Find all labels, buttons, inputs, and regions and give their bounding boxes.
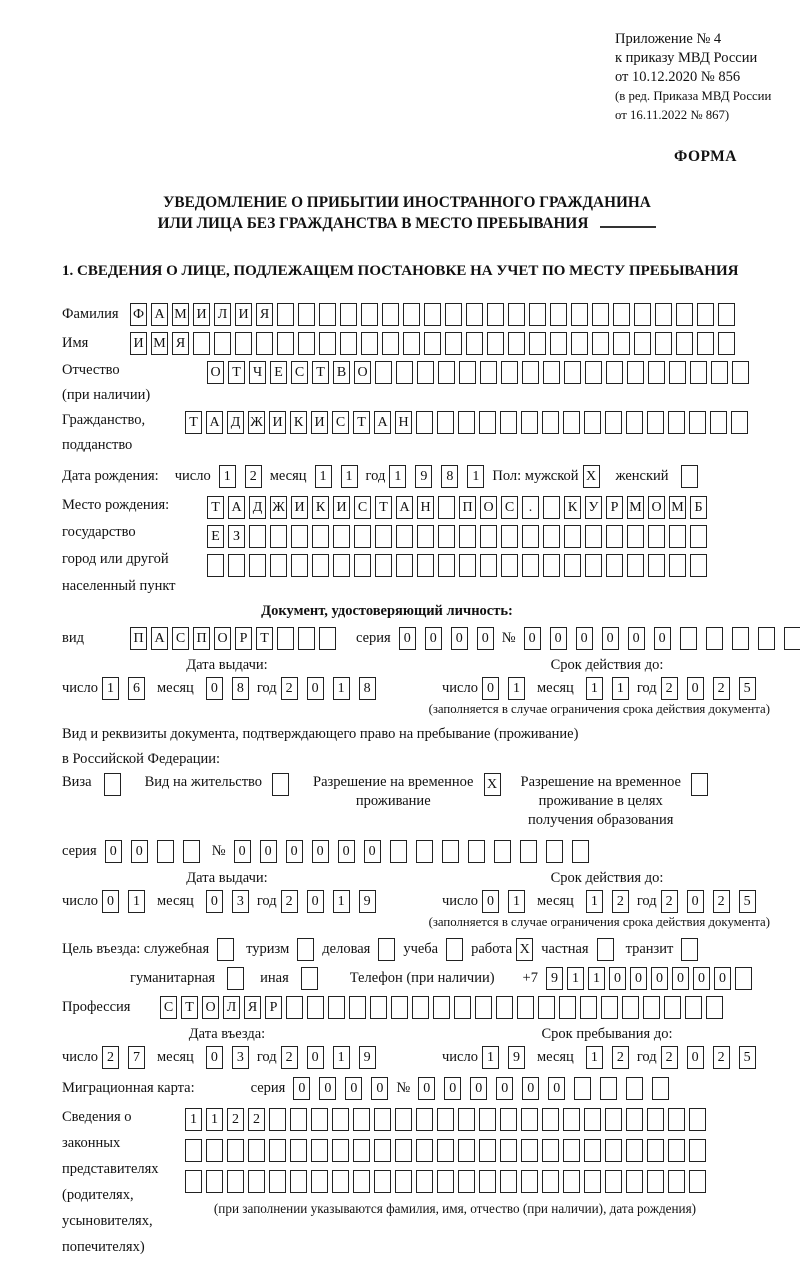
validity-note: (заполняется в случае ограничения срока действия документа) xyxy=(428,915,770,929)
appendix-line: к приказу МВД России xyxy=(615,50,758,66)
appendix-block xyxy=(615,30,800,125)
stay-year-cells: 2 0 2 5 xyxy=(661,1046,756,1069)
doc-valid-group xyxy=(442,656,772,700)
month-label: месяц xyxy=(536,680,574,696)
birth-place-label: Место рождения: xyxy=(62,497,170,513)
legal-reps-block xyxy=(62,1108,772,1257)
birth-place-block xyxy=(62,496,772,596)
residence-doc-checkboxes xyxy=(62,773,772,830)
name-cells: И М Я xyxy=(130,332,739,355)
purpose-study-checkbox xyxy=(446,938,467,961)
temp-residence-item xyxy=(313,773,504,811)
migcard-number-cells: 0 0 0 0 0 0 xyxy=(418,1077,669,1100)
profession-row xyxy=(62,996,772,1019)
residence-permit-checkbox xyxy=(262,773,293,796)
day-label: число xyxy=(442,893,478,909)
surname-cells: Ф А М И Л И Я xyxy=(130,303,739,326)
migration-card-label: Миграционная карта: xyxy=(62,1080,195,1096)
legal-reps-label-line: (родителях, xyxy=(62,1187,134,1203)
identity-doc-header: Документ, удостоверяющий личность: xyxy=(261,603,513,619)
visa-checkbox xyxy=(94,773,125,796)
purpose-official-checkbox xyxy=(217,938,238,961)
legal-reps-note: (при заполнении указываются фамилия, имя, отчество (при наличии), дата рождения) xyxy=(213,1201,697,1216)
year-label: год xyxy=(256,893,277,909)
residence-issue-group xyxy=(62,869,442,913)
citizenship-label-line: подданство xyxy=(62,437,133,453)
temp-residence-edu-label-line: проживание в целях xyxy=(538,793,663,809)
entry-month-cells: 0 3 xyxy=(206,1046,249,1069)
stay-until-heading: Срок пребывания до: xyxy=(541,1026,673,1042)
validity-note: (заполняется в случае ограничения срока действия документа) xyxy=(428,702,770,716)
doc-kind-cells: П А С П О Р Т xyxy=(130,627,340,650)
stay-until-group xyxy=(442,1025,772,1069)
day-label: число xyxy=(174,468,211,484)
purpose-private-checkbox xyxy=(597,938,618,961)
temp-residence-label-line: Разрешение на временное xyxy=(313,774,474,790)
visa-item xyxy=(62,773,125,796)
legal-reps-cells-row2 xyxy=(185,1139,725,1162)
year-label: год xyxy=(256,680,277,696)
purpose-work-checkbox: X xyxy=(516,938,537,961)
doc-number-label: № xyxy=(501,630,516,646)
valid-until-heading: Срок действия до: xyxy=(550,870,664,886)
appendix-line: от 10.12.2020 № 856 xyxy=(615,69,741,85)
temp-residence-label xyxy=(313,773,473,811)
month-label: месяц xyxy=(536,893,574,909)
birth-date-label: Дата рождения: xyxy=(62,468,159,484)
purpose-private-label: частная xyxy=(541,941,589,957)
birth-place-rows xyxy=(207,496,711,583)
doc-issue-month-cells: 0 8 xyxy=(206,677,249,700)
legal-reps-label-line: попечителях) xyxy=(62,1239,145,1255)
doc-valid-month-cells: 1 1 xyxy=(586,677,629,700)
purpose-other-label: иная xyxy=(260,970,289,986)
legal-reps-label-line: Сведения о xyxy=(62,1109,132,1125)
purpose-other-checkbox xyxy=(301,967,322,990)
residence-valid-day-cells: 0 1 xyxy=(482,890,525,913)
day-label: число xyxy=(442,680,478,696)
phone-label: Телефон (при наличии) xyxy=(349,970,495,986)
doc-series-label: серия xyxy=(356,630,391,646)
residence-issue-year-cells: 2 0 1 9 xyxy=(281,890,376,913)
birth-place-labels xyxy=(62,496,207,596)
entry-purpose-row xyxy=(62,938,772,961)
migcard-number-label: № xyxy=(396,1080,411,1096)
residence-doc-series-row xyxy=(62,840,772,863)
residence-valid-year-cells: 2 0 2 5 xyxy=(661,890,756,913)
patronymic-label xyxy=(62,361,207,405)
temp-residence-edu-label-line: получения образования xyxy=(528,812,674,828)
temp-residence-edu-label-line: Разрешение на временное xyxy=(520,774,681,790)
sex-female-checkbox xyxy=(681,465,702,488)
month-label: месяц xyxy=(156,1049,194,1065)
city-label-line: населенный пункт xyxy=(62,578,176,594)
citizenship-label-line: Гражданство, xyxy=(62,412,146,428)
temp-residence-edu-label xyxy=(521,773,681,830)
birth-date-row xyxy=(62,465,772,488)
purpose-work-label: работа xyxy=(471,941,513,957)
residence-permit-label: Вид на жительство xyxy=(144,774,263,790)
residence-valid-month-cells: 1 2 xyxy=(586,890,629,913)
residence-doc-title-line2: в Российской Федерации: xyxy=(62,751,221,767)
year-label: год xyxy=(636,680,657,696)
residence-number-cells: 0 0 0 0 0 0 xyxy=(234,840,589,863)
doc-kind-row xyxy=(62,627,772,650)
patronymic-label-line: Отчество xyxy=(62,362,120,378)
citizenship-label xyxy=(62,411,185,455)
state-label: государство xyxy=(62,524,136,540)
birth-place-cells-row3 xyxy=(207,554,711,577)
profession-label: Профессия xyxy=(62,999,131,1015)
doc-kind-label: вид xyxy=(62,630,84,646)
form-label: ФОРМА xyxy=(673,148,737,165)
day-label: число xyxy=(62,680,98,696)
patronymic-cells: О Т Ч Е С Т В О xyxy=(207,361,753,384)
doc-number-cells: 0 0 0 0 0 0 xyxy=(524,627,800,650)
purpose-transit-label: транзит xyxy=(625,941,674,957)
surname-row xyxy=(62,303,772,326)
month-label: месяц xyxy=(536,1049,574,1065)
entry-date-heading: Дата въезда: xyxy=(188,1026,266,1042)
entry-date-group xyxy=(62,1025,442,1069)
city-label-line: город или другой xyxy=(62,551,169,567)
temp-residence-edu-checkbox xyxy=(681,773,712,796)
form-title-line2: ИЛИ ЛИЦА БЕЗ ГРАЖДАНСТВА В МЕСТО ПРЕБЫВАНИЯ xyxy=(42,213,772,234)
section1-title: 1. СВЕДЕНИЯ О ЛИЦЕ, ПОДЛЕЖАЩЕМ ПОСТАНОВКЕ НА УЧЕТ ПО МЕСТУ ПРЕБЫВАНИЯ xyxy=(62,263,739,279)
purpose-humanitarian-checkbox xyxy=(227,967,248,990)
day-label: число xyxy=(442,1049,478,1065)
residence-number-label: № xyxy=(211,843,226,859)
issue-date-heading: Дата выдачи: xyxy=(186,657,268,673)
citizenship-row xyxy=(62,411,772,455)
sex-female-label: женский xyxy=(615,468,669,484)
stay-day-cells: 1 9 xyxy=(482,1046,525,1069)
legal-reps-label-line: усыновителях, xyxy=(62,1213,153,1229)
doc-series-cells: 0 0 0 0 xyxy=(399,627,494,650)
migration-card-row xyxy=(62,1077,772,1100)
appendix-note-line: от 16.11.2022 № 867) xyxy=(615,108,730,122)
month-label: месяц xyxy=(156,680,194,696)
patronymic-row xyxy=(62,361,772,405)
birth-day-cells: 1 2 xyxy=(219,465,262,488)
residence-series-label: серия xyxy=(62,843,97,859)
doc-issue-day-cells: 1 6 xyxy=(102,677,145,700)
sex-male-label: Пол: мужской xyxy=(492,468,579,484)
birth-month-cells: 1 1 xyxy=(315,465,358,488)
birth-place-cells-row1: Т А Д Ж И К И С Т А Н П О С . К У Р М О М Б xyxy=(207,496,711,519)
purpose-official-label: Цель въезда: служебная xyxy=(62,941,210,957)
migcard-series-cells: 0 0 0 0 xyxy=(293,1077,388,1100)
entry-year-cells: 2 0 1 9 xyxy=(281,1046,376,1069)
purpose-transit-checkbox xyxy=(681,938,702,961)
residence-permit-item xyxy=(145,773,293,796)
purpose-tourism-checkbox xyxy=(297,938,318,961)
legal-reps-cells-row1: 1 1 2 2 xyxy=(185,1108,725,1131)
doc-valid-day-cells: 0 1 xyxy=(482,677,525,700)
issue-date-heading: Дата выдачи: xyxy=(186,870,268,886)
citizenship-cells: Т А Д Ж И К И С Т А Н xyxy=(185,411,752,434)
legal-reps-rows xyxy=(185,1108,725,1218)
doc-valid-year-cells: 2 0 2 5 xyxy=(661,677,756,700)
stay-month-cells: 1 2 xyxy=(586,1046,629,1069)
year-label: год xyxy=(365,468,386,484)
purpose-tourism-label: туризм xyxy=(246,941,290,957)
month-label: месяц xyxy=(156,893,194,909)
purpose-row2 xyxy=(62,967,772,990)
purpose-business-checkbox xyxy=(378,938,399,961)
valid-until-heading: Срок действия до: xyxy=(550,657,664,673)
migcard-series-label: серия xyxy=(250,1080,286,1096)
year-label: год xyxy=(636,1049,657,1065)
year-label: год xyxy=(256,1049,277,1065)
temp-residence-edu-item xyxy=(521,773,712,830)
surname-label: Фамилия xyxy=(62,306,119,322)
legal-reps-labels xyxy=(62,1108,185,1257)
section1-body xyxy=(62,303,772,1257)
entry-dates-block xyxy=(62,1025,772,1069)
temp-residence-checkbox: X xyxy=(474,773,505,796)
name-row xyxy=(62,332,772,355)
name-label: Имя xyxy=(62,335,89,351)
residence-valid-group xyxy=(442,869,772,913)
legal-reps-label-line: представителях xyxy=(62,1161,159,1177)
visa-label: Виза xyxy=(62,774,92,790)
doc-dates-block xyxy=(62,656,772,700)
phone-cells: 9 1 1 0 0 0 0 0 0 xyxy=(546,967,756,990)
residence-series-cells: 0 0 xyxy=(105,840,200,863)
year-label: год xyxy=(636,893,657,909)
patronymic-label-line: (при наличии) xyxy=(62,387,151,403)
legal-reps-label-line: законных xyxy=(62,1135,121,1151)
entry-day-cells: 2 7 xyxy=(102,1046,145,1069)
residence-doc-title-line1: Вид и реквизиты документа, подтверждающего право на пребывание (проживание) xyxy=(62,726,579,742)
residence-issue-month-cells: 0 3 xyxy=(206,890,249,913)
purpose-business-label: деловая xyxy=(322,941,371,957)
residence-dates-block xyxy=(62,869,772,913)
purpose-humanitarian-label: гуманитарная xyxy=(130,970,216,986)
temp-residence-label-line: проживание xyxy=(355,793,431,809)
birth-year-cells: 1 9 8 1 xyxy=(389,465,484,488)
form-title xyxy=(42,192,772,234)
form-title-line1: УВЕДОМЛЕНИЕ О ПРИБЫТИИ ИНОСТРАННОГО ГРАЖДАНИНА xyxy=(163,194,651,211)
doc-issue-group xyxy=(62,656,442,700)
doc-issue-year-cells: 2 0 1 8 xyxy=(281,677,376,700)
appendix-line: Приложение № 4 xyxy=(615,31,722,47)
birth-place-cells-row2: Е З xyxy=(207,525,711,548)
month-label: месяц xyxy=(269,468,307,484)
profession-cells: С Т О Л Я Р xyxy=(160,996,727,1019)
title-underline xyxy=(600,226,656,228)
sex-male-checkbox: X xyxy=(583,465,604,488)
day-label: число xyxy=(62,1049,98,1065)
purpose-study-label: учеба xyxy=(403,941,439,957)
appendix-note-line: (в ред. Приказа МВД России xyxy=(615,89,772,103)
residence-issue-day-cells: 0 1 xyxy=(102,890,145,913)
day-label: число xyxy=(62,893,98,909)
phone-prefix: +7 xyxy=(522,970,538,986)
legal-reps-cells-row3 xyxy=(185,1170,725,1193)
